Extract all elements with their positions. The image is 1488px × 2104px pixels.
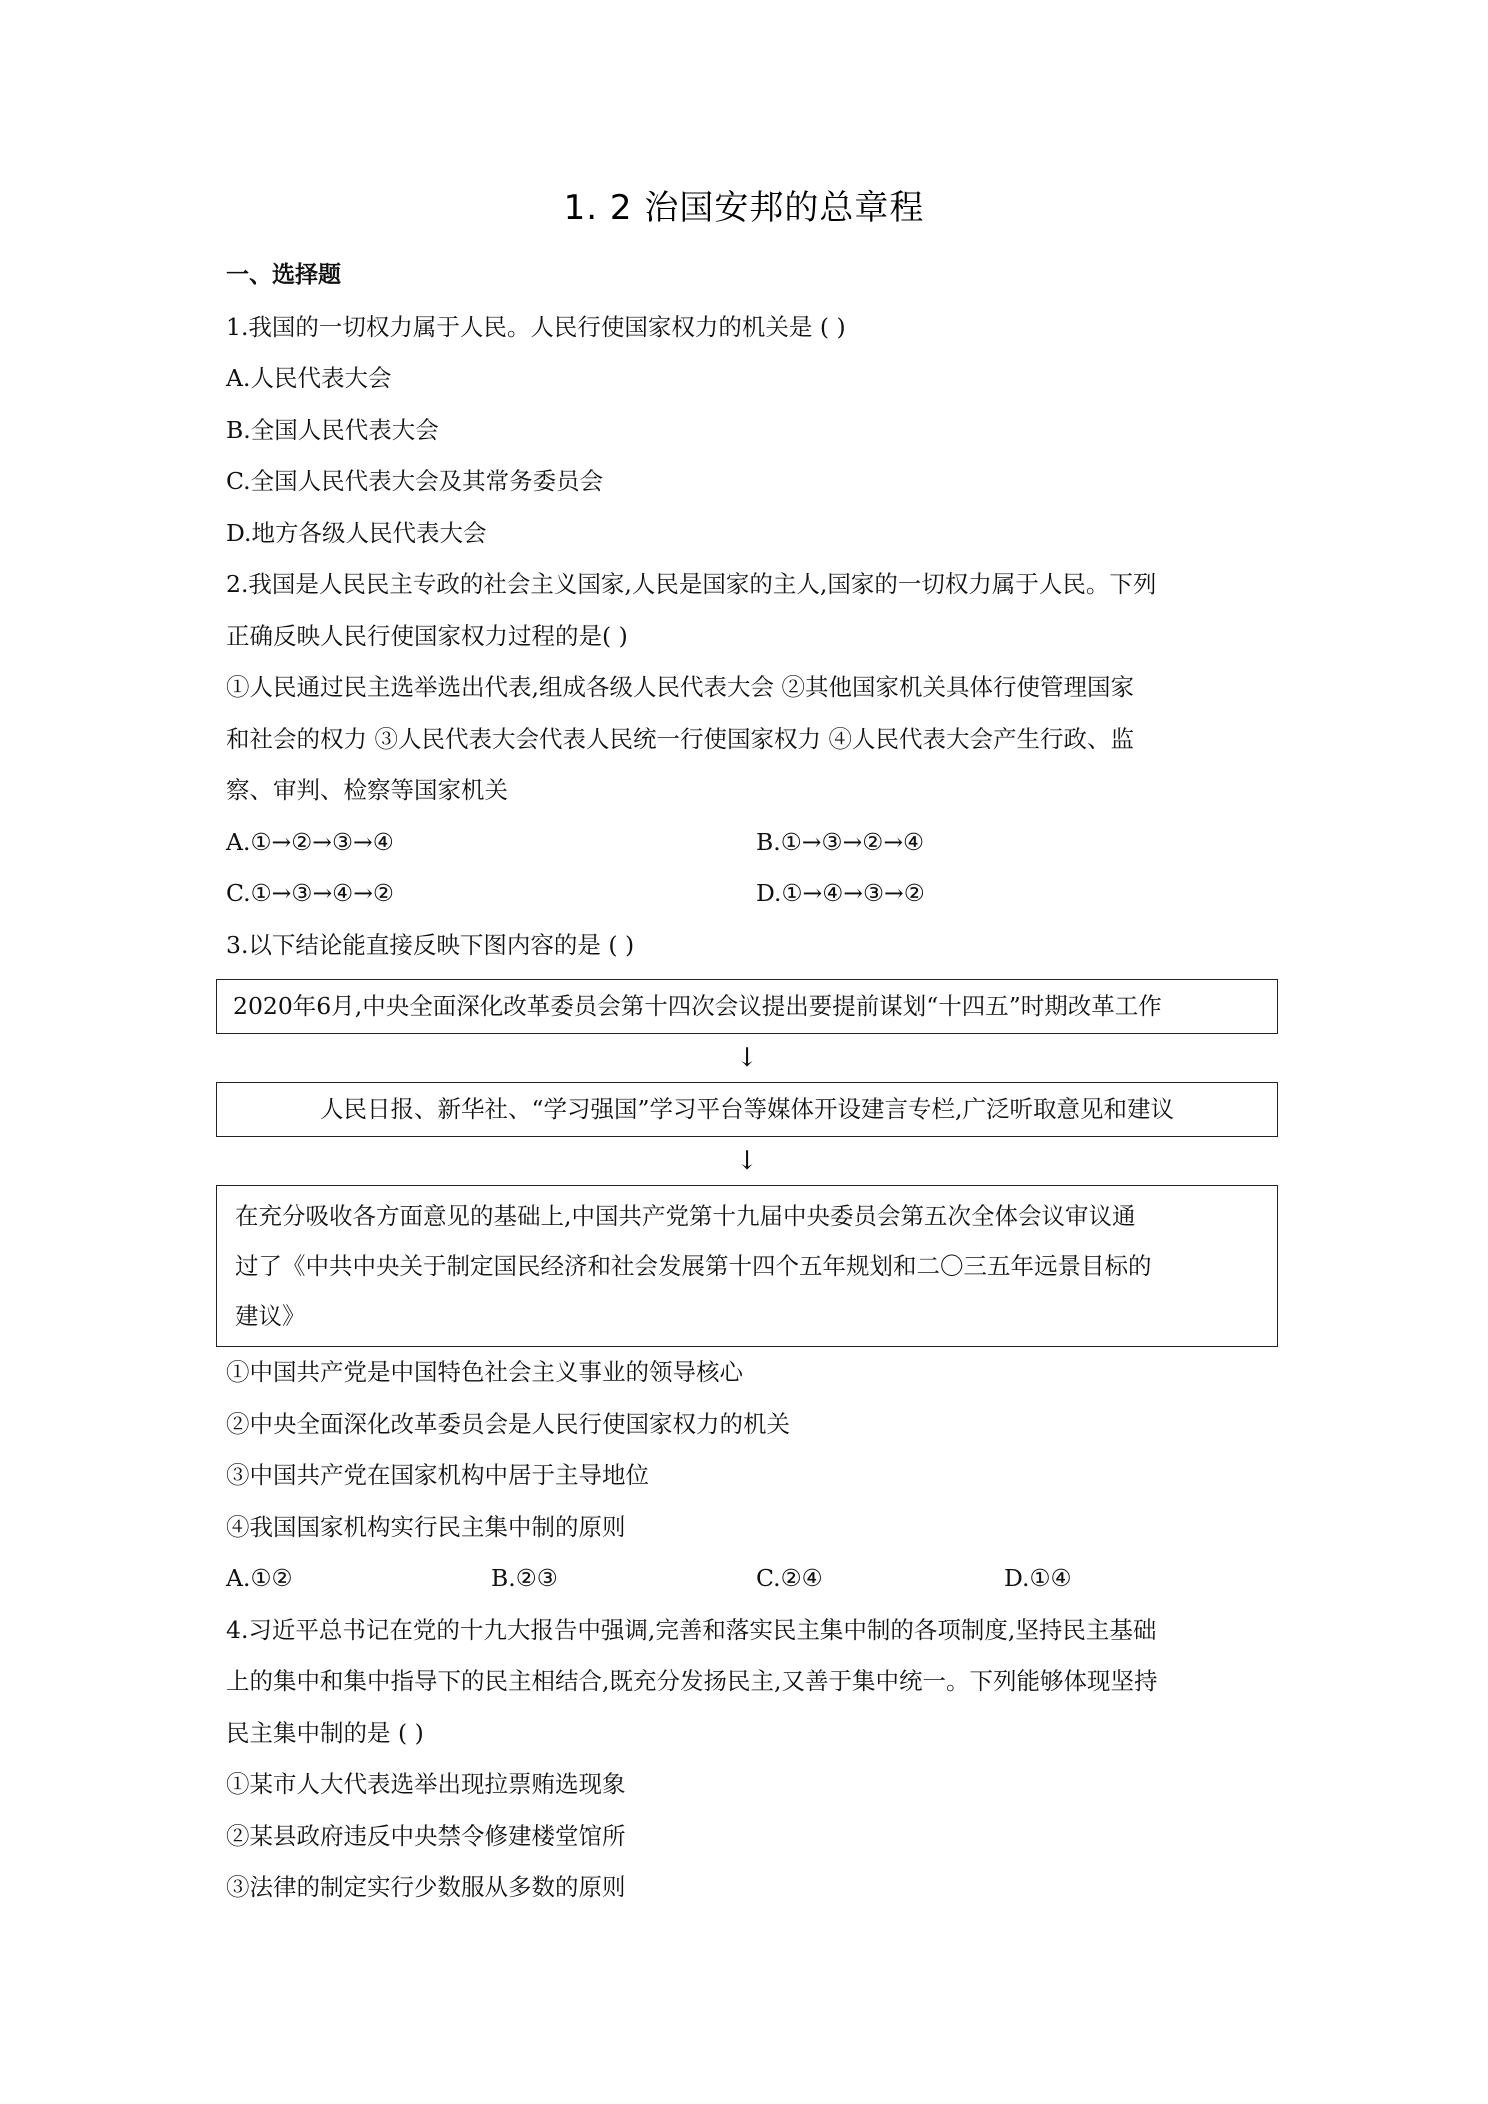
q2-option-c: C.①→③→④→②: [226, 879, 394, 907]
q2-option-d: D.①→④→③→②: [756, 879, 925, 907]
q3-item: ②中央全面深化改革委员会是人民行使国家权力的机关: [226, 1409, 790, 1438]
q3-item: ③中国共产党在国家机构中居于主导地位: [226, 1461, 649, 1489]
flow-box-2: 人民日报、新华社、“学习强国”学习平台等媒体开设建言专栏,广泛听取意见和建议: [216, 1082, 1278, 1137]
q2-stem-line: 2.我国是人民民主专政的社会主义国家,人民是国家的主人,国家的一切权力属于人民。下列: [226, 570, 1157, 598]
flow-box-3-line: 过了《中共中央关于制定国民经济和社会发展第十四个五年规划和二〇三五年远景目标的: [235, 1252, 1152, 1280]
q4-item: ②某县政府违反中央禁令修建楼堂馆所: [226, 1821, 626, 1850]
q1-option-a: A.人民代表大会: [226, 364, 392, 392]
q4-stem-line: 民主集中制的是 ( ): [226, 1718, 424, 1747]
q3-option-a: A.①②: [226, 1564, 293, 1592]
q2-options-row: [226, 817, 1286, 869]
q2-items-line: 和社会的权力 ③人民代表大会代表人民统一行使国家权力 ④人民代表大会产生行政、监: [226, 724, 1134, 753]
q2-options-row: [226, 868, 1286, 920]
q3-stem: 3.以下结论能直接反映下图内容的是 ( ): [226, 930, 635, 959]
q2-items-line: 察、审判、检察等国家机关: [226, 776, 508, 804]
flow-arrow: ↓: [736, 1043, 758, 1073]
q3-item: ④我国国家机构实行民主集中制的原则: [226, 1512, 626, 1541]
q3-item: ①中国共产党是中国特色社会主义事业的领导核心: [226, 1358, 743, 1386]
section-heading: 一、选择题: [226, 262, 341, 288]
q2-option-a: A.①→②→③→④: [226, 827, 394, 856]
flow-box-1: 2020年6月,中央全面深化改革委员会第十四次会议提出要提前谋划“十四五”时期改革工作: [216, 979, 1278, 1034]
flow-arrow: ↓: [736, 1146, 758, 1176]
q4-item: ①某市人大代表选举出现拉票贿选现象: [226, 1770, 626, 1798]
q1-stem: 1.我国的一切权力属于人民。人民行使国家权力的机关是 ( ): [226, 312, 846, 341]
q2-items-line: ①人民通过民主选举选出代表,组成各级人民代表大会 ②其他国家机关具体行使管理国家: [226, 673, 1134, 701]
q4-item: ③法律的制定实行少数服从多数的原则: [226, 1873, 626, 1901]
page-title: 1. 2 治国安邦的总章程: [563, 188, 925, 228]
q3-option-d: D.①④: [1004, 1564, 1072, 1592]
q3-option-b: B.②③: [491, 1564, 558, 1592]
flow-box-3: [216, 1185, 1278, 1347]
q1-option-d: D.地方各级人民代表大会: [226, 518, 487, 547]
q2-option-b: B.①→③→②→④: [756, 827, 925, 856]
q1-option-b: B.全国人民代表大会: [226, 415, 439, 444]
q1-option-c: C.全国人民代表大会及其常务委员会: [226, 467, 604, 495]
q4-stem-line: 4.习近平总书记在党的十九大报告中强调,完善和落实民主集中制的各项制度,坚持民主基础: [226, 1615, 1157, 1644]
q4-stem-line: 上的集中和集中指导下的民主相结合,既充分发扬民主,又善于集中统一。下列能够体现坚持: [226, 1667, 1158, 1695]
flow-box-3-line: 在充分吸收各方面意见的基础上,中国共产党第十九届中央委员会第五次全体会议审议通: [235, 1202, 1136, 1230]
q3-option-c: C.②④: [756, 1564, 823, 1592]
flow-box-3-line: 建议》: [235, 1302, 306, 1330]
question-content: [226, 250, 1286, 1914]
q2-stem-line: 正确反映人民行使国家权力过程的是( ): [226, 621, 628, 650]
q3-options-row: [226, 1553, 1286, 1605]
